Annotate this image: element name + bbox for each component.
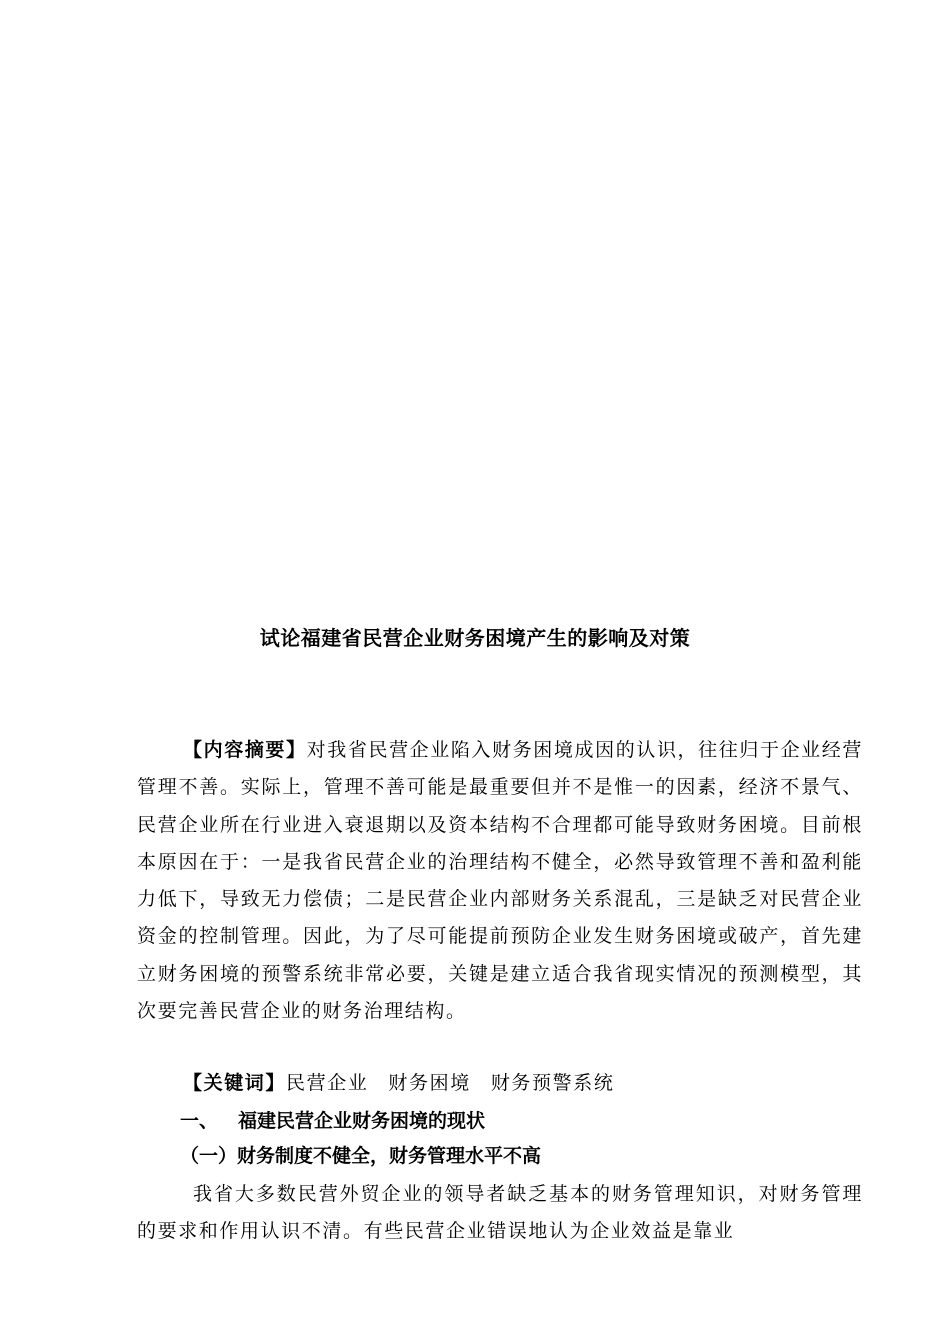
section-heading bbox=[180, 1104, 485, 1138]
section-title: 福建民营企业财务困境的现状 bbox=[238, 1110, 486, 1132]
abstract-label: 【内容摘要】 bbox=[183, 739, 307, 761]
document-title: 试论福建省民营企业财务困境产生的影响及对策 bbox=[259, 626, 691, 650]
abstract-paragraph bbox=[137, 732, 863, 1030]
keyword-item: 民营企业 bbox=[286, 1072, 369, 1094]
section-number: 一、 bbox=[180, 1110, 219, 1132]
keyword-item: 财务困境 bbox=[388, 1072, 471, 1094]
body-paragraph: 我省大多数民营外贸企业的领导者缺乏基本的财务管理知识，对财务管理的要求和作用认识不清。有些民营企业错误地认为企业效益是靠业 bbox=[137, 1183, 863, 1242]
keyword-item: 财务预警系统 bbox=[490, 1072, 615, 1094]
keywords-label: 【关键词】 bbox=[183, 1072, 287, 1094]
keywords-line bbox=[183, 1066, 614, 1100]
abstract-text: 对我省民营企业陷入财务困境成因的认识，往往归于企业经营管理不善。实际上，管理不善可能是最重要但并不是惟一的因素，经济不景气、民营企业所在行业进入衰退期以及资本结构不合理都可能导致财务困境。目前根本原因在于：一是我省民营企业的治理结构不健全，必然导致管理不善和盈利能力低下，导致无力偿债；二是民营企业内部财务关系混乱，三是缺乏对民营企业资金的控制管理。因此，为了尽可能提前预防企业发生财务困境或破产，首先建立财务困境的预警系统非常必要，关键是建立适合我省现实情况的预测模型，其次要完善民营企业的财务治理结构。 bbox=[137, 739, 863, 1023]
subsection-heading: （一）财务制度不健全，财务管理水平不高 bbox=[180, 1145, 542, 1167]
